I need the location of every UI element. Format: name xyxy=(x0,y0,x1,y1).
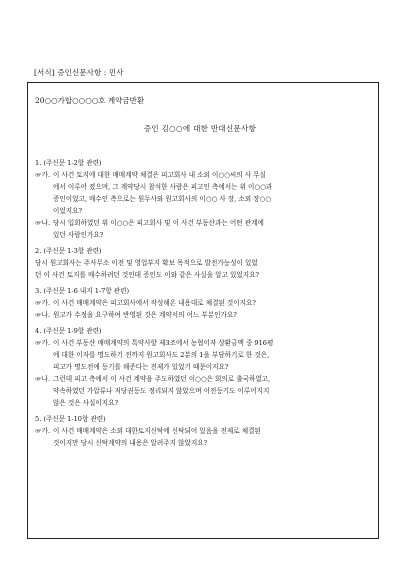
question-item xyxy=(35,217,367,241)
question-text-line: 당시 입회하였던 위 이○○은 피고회사 및 이 사건 부동산과는 어떤 관계에 xyxy=(53,219,264,227)
question-item xyxy=(35,337,367,373)
question-section xyxy=(35,245,367,281)
question-marker: ☞가. xyxy=(35,299,51,307)
question-section xyxy=(35,413,367,449)
question-marker: ☞나. xyxy=(35,375,51,383)
case-number: 20○○가합○○○○호 계약금반환 xyxy=(35,96,145,105)
question-marker: ☞나. xyxy=(35,311,51,319)
question-item xyxy=(35,309,367,321)
question-text-line: 이 사건 토지에 대한 매매계약 체결은 피고회사 내 소외 이○○씨의 사 무실 xyxy=(53,171,266,179)
question-marker: ☞나. xyxy=(35,219,51,227)
question-text-line: 당시 원고회사는 주사무소 이전 및 영업부지 확보 목적으로 발전가능성이 있었 xyxy=(35,259,258,267)
question-item xyxy=(35,373,367,409)
document-title: 증인 김○○에 대한 반대신문사항 xyxy=(143,124,257,133)
section-heading: 2. (주신문 1-3항 관련) xyxy=(35,247,102,255)
section-heading: 1. (주신문 1-2항 관련) xyxy=(35,159,102,167)
question-text-line: 원고가 수정을 요구하여 반영된 것은 계약서의 어느 부분인가요? xyxy=(53,311,237,319)
question-item xyxy=(35,425,367,449)
question-text-line: 이 사건 매매계약은 피고회사에서 작성해온 내용대로 체결된 것이지요? xyxy=(53,299,256,307)
question-text-line: 이었지요? xyxy=(53,207,83,215)
question-text-line: 그런데 피고 측에서 이 사건 계약을 주도하였던 이○○은 회의로 출국하였고, xyxy=(53,375,271,383)
form-label: [서식] 증인신문사항 : 민사 xyxy=(34,68,124,77)
question-section xyxy=(35,285,367,321)
question-text-line: 있던 사람인가요? xyxy=(53,231,104,239)
examination-content xyxy=(35,157,367,449)
question-text-line: 던 이 사건 토지를 매수하려던 것인데 증인도 이와 같은 사실을 알고 있었지요? xyxy=(35,271,260,279)
question-section xyxy=(35,157,367,241)
question-text-line: 에 대한 이자를 명도하기 전까지 원고회사도 2분의 1을 부담하기로 한 것은, xyxy=(53,351,270,359)
section-heading: 3. (주신문 1-6 내지 1-7항 관련) xyxy=(35,287,130,295)
section-heading: 5. (주신문 1-10항 관련) xyxy=(35,415,106,423)
question-item xyxy=(35,297,367,309)
question-marker: ☞가. xyxy=(35,427,51,435)
question-text-line: 약속하였던 가압류나 저당권등도 정리되지 않았으며 이전등기도 이루어지지 xyxy=(53,387,270,395)
question-item xyxy=(35,169,367,217)
question-item xyxy=(35,257,367,281)
question-text-line: 이 사건 매매계약은 소외 대한토지신탁에 신탁되어 있음을 전제로 체결된 xyxy=(53,427,261,435)
question-section xyxy=(35,325,367,409)
question-text-line: 않은 것은 사실이지요? xyxy=(53,399,119,407)
question-marker: ☞가. xyxy=(35,339,51,347)
question-text-line: 이 사건 부동산 매매계약의 특약사항 제3조에서 농협이자 상환금액 중 916평 xyxy=(53,339,274,347)
question-text-line: 피고가 명도전에 등기를 해준다는 전제가 있었기 때문이지요? xyxy=(53,363,229,371)
question-text-line: 증인이었고, 매수인 측으로는 원두사와 원고회사의 이○○ 사 장, 소외 장○○ xyxy=(53,195,272,203)
question-text-line: 것이지만 당시 신탁계약의 내용은 알려주지 않았지요? xyxy=(53,439,208,447)
question-marker: ☞가. xyxy=(35,171,51,179)
question-text-line: 에서 이루어 졌으며, 그 계약당시 참석한 사람은 피고인 측에서는 위 이○○과 xyxy=(53,183,273,191)
section-heading: 4. (주신문 1-9항 관련) xyxy=(35,327,102,335)
